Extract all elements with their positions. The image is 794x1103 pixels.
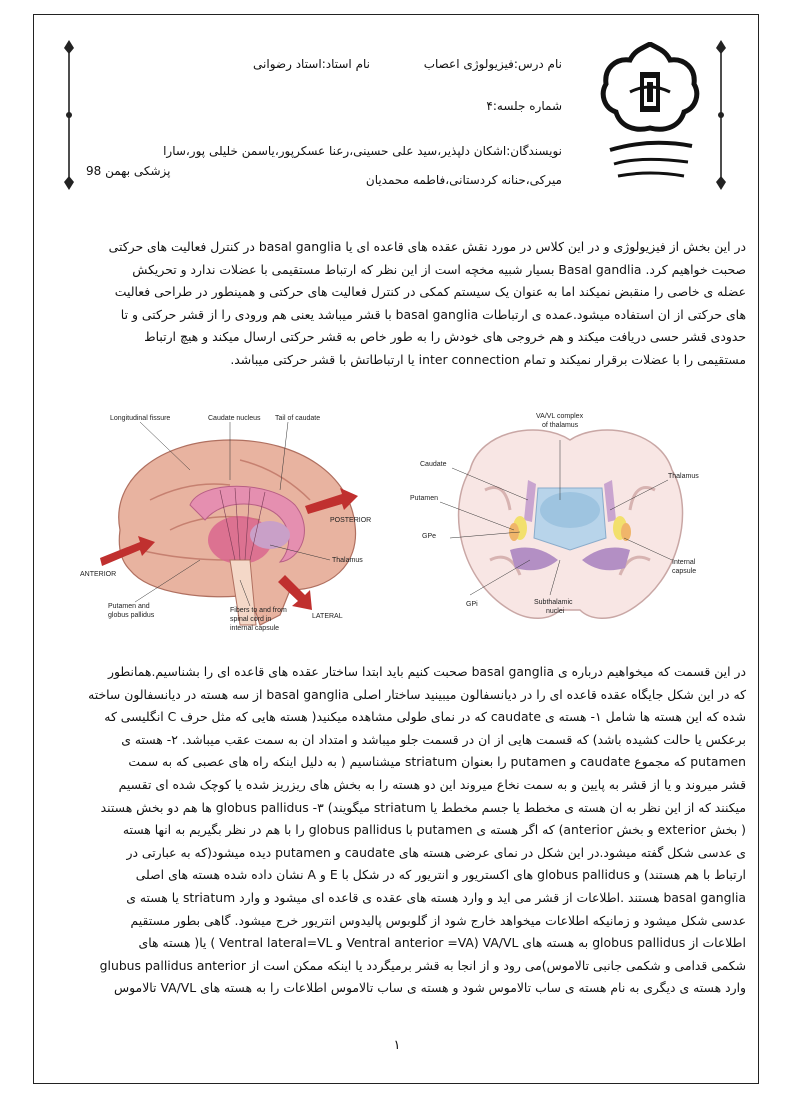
label-caudate: Caudate xyxy=(420,461,447,468)
para1-line: مستقیمی را با عضلات برقرار نمیکند و تمام inter connection یا ارتباطاتش با قشر حرکتی میباشد. xyxy=(230,351,746,367)
label-vavl-1: VA/VL complex xyxy=(536,413,584,420)
label-fibers-1: Fibers to and from xyxy=(230,607,287,614)
university-logo-icon xyxy=(600,42,700,192)
label-fibers-2: spinal cord in xyxy=(230,616,272,623)
para2-line: اطلاعات از globus pallidus به هسته های Ventral anterior =VA) VA/VL و Ventral lateral=VL ) یا( هسته های xyxy=(138,935,746,951)
coronal-section-figure xyxy=(410,410,730,630)
para2-line: ارتباط با هم هستند) و globus pallidus های اکستریور و انتریور که در شکل با E و A نشان داده شده هسته های اصلی xyxy=(135,867,746,883)
label-internal-1: Internal xyxy=(672,559,696,566)
para1-line: در این بخش از فیزیولوژی و در این کلاس در مورد نقش عقده های قاعده ای یا basal ganglia در کنترل فعالیت های حرکتی xyxy=(108,239,746,254)
label-thalamus: Thalamus xyxy=(332,557,363,564)
authors-line-1: نویسندگان:اشکان دلپذیر،سید علی حسینی،رعنا عسکرپور،یاسمن خلیلی پور،سارا xyxy=(163,144,562,158)
instructor-name: نام استاد:استاد رضوانی xyxy=(253,57,370,71)
label-lateral: LATERAL xyxy=(312,613,343,620)
label-internal-2: capsule xyxy=(672,568,697,575)
brain-lateral-figure xyxy=(80,410,380,635)
para1-line: عضله ی خاصی را منقبض نمیکند اما به عنوان یک سیستم کمکی در کنترل فعالیت های حرکتی و همینطور در طراحی فعالیت xyxy=(114,284,746,300)
label-fibers-3: internal capsule xyxy=(230,625,280,632)
ornament-right-icon xyxy=(714,40,728,190)
para2-line: که در این شکل جایگاه عقده قاعده ای را در دیانسفالون میبینید ساختار اصلی basal ganglia از سه هسته در دیانسفالون ساخته xyxy=(88,686,746,702)
para2-line: وارد هسته ی دیگری به نام هسته ی ساب تالاموس شود و هسته ی ساب تالاموس اطلاعات را به هسته های VA/VL تالاموس xyxy=(114,980,746,996)
label-vavl-2: of thalamus xyxy=(542,422,579,429)
ornament-left-icon xyxy=(62,40,76,190)
para2-line: basal ganglia هستند .اطلاعات از قشر می اید و وارد هسته های عقده ی قاعده ای میشود و وارد striatum یا هسته ی xyxy=(126,889,746,905)
label-posterior: POSTERIOR xyxy=(330,517,372,524)
para2-line: putamen که مجموع caudate و putamen را بعنوان striatum میشناسیم ( به دلیل اینکه راه های عصبی که به سمت xyxy=(128,754,746,770)
para2-line: میکنند که از این نظر به ان هسته ی مخطط یا جسم مخطط یا striatum میگویند) ۳- globus pallidus ها هم دو بخش هستند xyxy=(100,799,746,815)
para2-line: قشر میروند و یا از قشر به پایین و به سمت نخاع میروند این دو هسته را به بخش های ریزریز شده یا کوچک شده ای تقسیم xyxy=(118,776,746,792)
label-putamen-2: globus pallidus xyxy=(108,612,155,619)
label-putamen-1: Putamen and xyxy=(108,603,150,610)
label-caudate-nucleus: Caudate nucleus xyxy=(208,415,261,422)
para2-line: برعکس یا حالت کشیده باشد) که قسمت هایی از ان در قسمت جلو میباشد و امتداد ان به سمت عقب میباشد. ۲- هسته ی xyxy=(121,731,746,747)
label-gpe: GPe xyxy=(422,533,437,540)
session-number: شماره جلسه:۴ xyxy=(486,99,562,113)
para2-line: ( بخش exterior و بخش anterior) که اگر هسته ی putamen با globus pallidus را با هم در نظر بگیریم به انها هسته xyxy=(122,822,746,838)
authors-line-2: میرکی،حنانه کردستانی،فاطمه محمدیان xyxy=(365,173,562,187)
course-name: نام درس:فیزیولوژی اعصاب xyxy=(423,57,562,71)
label-subthalamic-1: Subthalamic xyxy=(534,599,573,606)
para2-line: در این قسمت که میخواهیم درباره ی basal ganglia صحبت کنیم باید ابتدا ساختار عقده های قاعده ای را بشناسیم.همانطور xyxy=(108,664,746,679)
para1-line: های حرکتی از ان استفاده میشود.عمده ی ارتباطات basal ganglia با قشر میباشد یعنی هم ورودی را از قشر حرکتی و تا xyxy=(120,306,746,322)
intro-paragraph xyxy=(46,236,746,372)
para1-line: صحبت خواهیم کرد. Basal gandlia بسیار شبیه مخچه است از این نظر که ارتباط مستقیمی با عضلات ندارد و تحریکش xyxy=(132,261,746,277)
label-thalamus-right: Thalamus xyxy=(668,473,699,480)
para2-line: شکمی قدامی و شکمی جانبی تالاموس)می رود و از انجا به قشر برمیگردد یا اینکه ممکن است از glubus pallidus anterior xyxy=(99,957,746,973)
page-number: ۱ xyxy=(393,1038,401,1053)
label-anterior: ANTERIOR xyxy=(80,571,117,578)
para1-line: حدودی قشر حسی دریافت میکند و هم خروجی های خودش را به طور خاص به قشر حرکتی ارسال میکند و هیچ ارتباط xyxy=(144,329,746,345)
label-putamen: Putamen xyxy=(410,495,439,502)
class-label: پزشکی بهمن 98 xyxy=(86,164,171,178)
para2-line: شده که این هسته ها شامل ۱- هسته ی caudate که در نمای طولی مشاهده میکنید( هسته هایی که مثل حرف C انگلیسی که xyxy=(104,709,746,725)
label-tail-of-caudate: Tail of caudate xyxy=(275,415,321,422)
structure-paragraph xyxy=(46,661,746,1000)
label-subthalamic-2: nuclei xyxy=(546,608,565,615)
para2-line: ی عدسی شکل گفته میشود.در این شکل در نمای عرضی هسته های caudate و putamen دیده میشود(که به عبارتی در xyxy=(126,844,746,860)
label-gpi: GPi xyxy=(466,601,478,608)
para2-line: عدسی شکل میشود و زمانیکه اطلاعات میخواهد خارج شود از گلوبوس پالیدوس انتریور خرج میشود. گاهی بطور مستقیم xyxy=(130,912,746,928)
label-longitudinal-fissure: Longitudinal fissure xyxy=(110,415,171,422)
